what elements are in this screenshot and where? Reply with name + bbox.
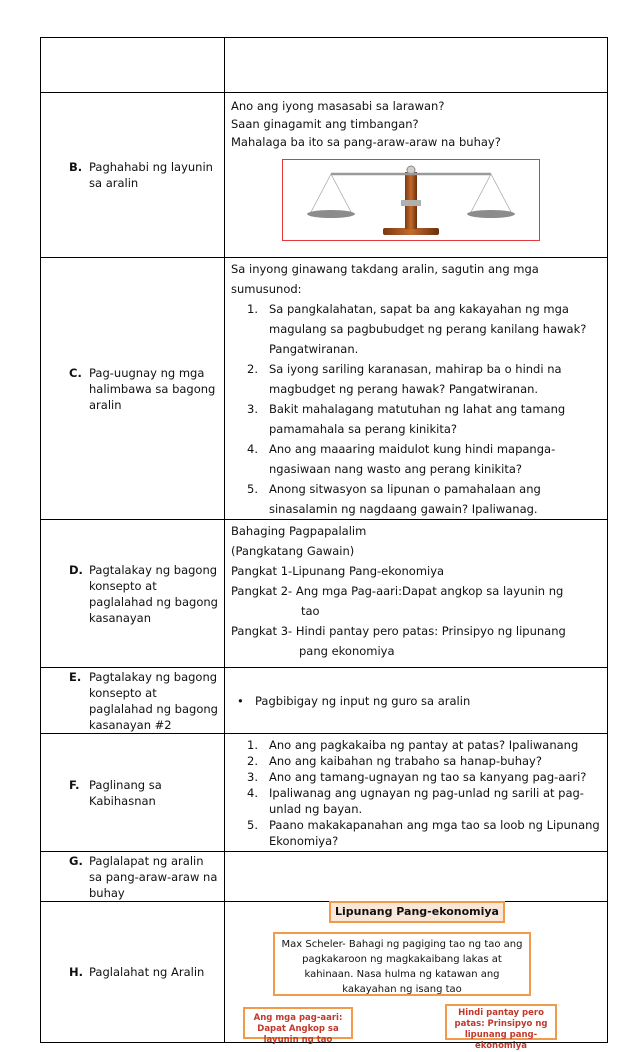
row-letter: F. [69, 777, 80, 792]
row-label [41, 159, 224, 191]
row-label-text: Paglinang sa Kabihasnan [89, 777, 162, 808]
row-label [41, 562, 224, 626]
list-item: 3. Ano ang tamang-ugnayan ng tao sa kanyang pag-aari? [247, 769, 587, 784]
table-row-d: D. Pagtalakay ng bagong konsepto at paglalahad ng bagong kasanayan Bahaging Pagpapalalim (Pangkatang Gawain) Pangkat 1-Lipunang Pang-ekonomiya Pangkat 2- Ang mga Pag-aari:Dapat angkop sa layunin ng tao Pangkat 3- Hindi pantay pero patas: Prinsipyo ng lipunang pang ekonomiya [41, 520, 608, 668]
row-label-text: Paglalahat ng Aralin [89, 965, 205, 979]
list-item: 2. Ano ang kaibahan ng trabaho sa hanap-buhay? [247, 753, 542, 768]
row-label [41, 668, 224, 733]
concept-diagram [225, 902, 607, 1051]
row-letter: C. [69, 365, 82, 380]
empty-cell [41, 38, 225, 93]
row-label-text: Paghahabi ng layunin sa aralin [89, 160, 213, 190]
lesson-plan-table [40, 37, 608, 1051]
row-label-text: Pag-uugnay ng mga halimbawa sa bagong aralin [89, 365, 216, 412]
diagram-left-box: Ang mga pag-aari: Dapat Angkop sa layunin ng tao [243, 1007, 353, 1039]
list-item: 1. Sa pangkalahatan, sapat ba ang kakayahan ng mga magulang sa pagbubudget ng perang kanilang hawak? Pangatwiranan. [247, 302, 587, 356]
list-item: 4. Ipaliwanag ang ugnayan ng pag-unlad ng sarili at pag- unlad ng bayan. [247, 785, 584, 816]
group-1: Pangkat 1-Lipunang Pang-ekonomiya [231, 564, 445, 578]
diagram-right-box: Hindi pantay pero patas: Prinsipyo ng lipunang pang-ekonomiya [445, 1004, 557, 1040]
intro-text: Sa inyong ginawang takdang aralin, sagutin ang mga sumusunod: [231, 262, 539, 296]
question-line: Mahalaga ba ito sa pang-araw-araw na buhay? [231, 135, 501, 149]
group-2: Pangkat 2- Ang mga Pag-aari:Dapat angkop sa layunin ng [231, 584, 564, 598]
empty-cell [225, 38, 608, 93]
table-row-e [41, 668, 608, 734]
activity-type: (Pangkatang Gawain) [231, 544, 355, 558]
section-title: Bahaging Pagpapalalim [231, 524, 367, 538]
list-item: 1. Ano ang pagkakaiba ng pantay at patas? Ipaliwanang [247, 737, 579, 752]
bullet-icon: • [237, 693, 244, 708]
list-item: 3. Bakit mahalagang matutuhan ng lahat ang tamang pamamahala sa perang kinikita? [247, 402, 566, 436]
table-row [41, 38, 608, 93]
question-line: Ano ang iyong masasabi sa larawan? [231, 99, 445, 113]
question-list [231, 299, 601, 519]
row-label [41, 777, 224, 809]
row-label [41, 365, 224, 413]
table-row-b [41, 93, 608, 258]
list-item: 5. Anong sitwasyon sa lipunan o pamahalaan ang sinasalamin ng nagdaang gawain? Ipaliwanag. [247, 482, 541, 516]
question-list [231, 737, 601, 849]
row-label [41, 964, 224, 980]
row-letter: E. [69, 670, 82, 684]
diagram-center-box: Max Scheler- Bahagi ng pagiging tao ng tao ang pagkakaroon ng magkakaibang lakas at kahinaan. Nasa hulma ng katawan ang kakayahan ng isang tao [273, 932, 531, 996]
row-label-text: Pagtalakay ng bagong konsepto at paglalahad ng bagong kasanayan [89, 562, 218, 625]
row-label [41, 852, 224, 901]
row-letter: G. [69, 854, 83, 868]
list-item: 2. Sa iyong sariling karanasan, mahirap ba o hindi na magbudget ng perang hawak? Pangatwiranan. [247, 362, 562, 396]
question-line: Saan ginagamit ang timbangan? [231, 117, 419, 131]
row-letter: H. [69, 965, 83, 979]
diagram-title: Lipunang Pang-ekonomiya [329, 901, 505, 923]
bullet-item: • Pagbibigay ng input ng guro sa aralin [225, 691, 607, 711]
row-letter: D. [69, 562, 83, 577]
table-row-f [41, 734, 608, 852]
row-label-text: Pagtalakay ng bagong konsepto at paglalahad ng bagong kasanayan #2 [89, 670, 218, 732]
table-row-c [41, 258, 608, 520]
list-item: 4. Ano ang maaaring maidulot kung hindi mapanga- ngasiwaan nang wasto ang perang kinikita? [247, 442, 556, 476]
list-item: 5. Paano makakapanahan ang mga tao sa loob ng Lipunang Ekonomiya? [247, 817, 600, 848]
balance-scale-image [282, 159, 540, 241]
row-label-text: Paglalapat ng aralin sa pang-araw-araw na buhay [89, 854, 218, 900]
balance-scale-icon [283, 160, 539, 240]
table-row-g [41, 852, 608, 902]
row-letter: B. [69, 160, 83, 174]
table-row-h [41, 902, 608, 1043]
group-3: Pangkat 3- Hindi pantay pero patas: Prinsipyo ng lipunang [231, 624, 566, 638]
